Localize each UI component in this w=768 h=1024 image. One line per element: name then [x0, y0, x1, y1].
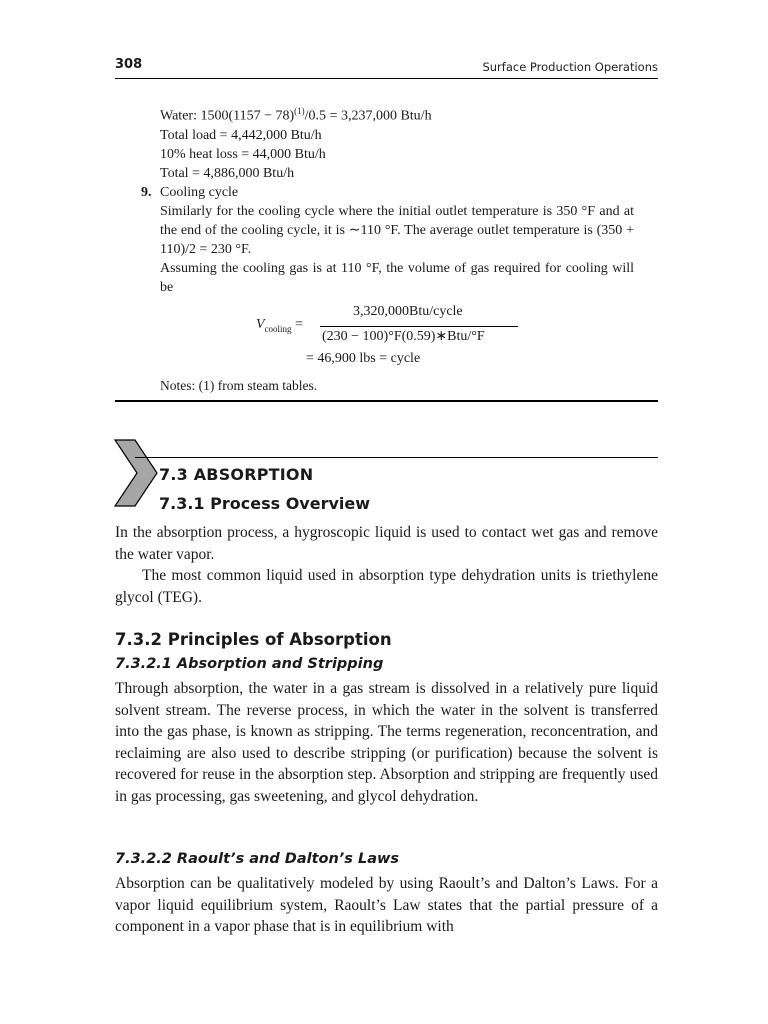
section-rule — [135, 457, 658, 458]
heat-loss-line: 10% heat loss = 44,000 Btu/h — [160, 146, 326, 162]
water-line: Water: $1500(1157 - 78)^{(1)}/0.5 = 3,237,000$ Btu/h — [160, 106, 432, 124]
raoult-dalton-body — [115, 873, 658, 938]
subsection-heading-7-3-2: 7.3.2 Principles of Absorption — [115, 630, 392, 649]
total-load-line: Total load = 4,442,000 Btu/h — [160, 127, 322, 143]
step-number: 9. — [141, 184, 152, 200]
absorption-stripping-paragraph: Through absorption, the water in a gas stream is dissolved in a relatively pure liquid solvent stream. The reverse process, in which the water in the solvent is transferred into the gas phase, is known as stripping. The terms regeneration, reconcentration, and reclaiming are also used to describe stripping (or purification) because the solvent is recovered for reuse in the absorption step. Absorption and stripping are frequently used in gas processing, gas sweetening, and glycol dehydration. — [115, 680, 658, 805]
cooling-paragraph-1: Similarly for the cooling cycle where the initial outlet temperature is 350 °F and at the end of the cooling cycle, it is ∼110 °F. The average outlet temperature is (350 + 110)/2 = 230 °F. — [160, 203, 634, 257]
step-title: Cooling cycle — [160, 184, 239, 200]
box-notes: Notes: (1) from steam tables. — [160, 378, 318, 393]
example-box — [141, 102, 660, 297]
step-9 — [141, 183, 660, 297]
equation-lhs: $V_{cooling}$ = — [256, 317, 303, 334]
process-overview-body — [115, 522, 658, 608]
subsection-heading-7-3-1: 7.3.1 Process Overview — [159, 494, 371, 513]
equation-denominator: (230 − 100)°F(0.59)∗Btu/°F — [322, 329, 485, 344]
section-heading-7-3: 7.3 ABSORPTION — [159, 465, 314, 484]
header-rule — [115, 78, 658, 79]
total-line: Total = 4,886,000 Btu/h — [160, 165, 295, 181]
equation-numerator: 3,320,000Btu/cycle — [353, 304, 463, 319]
absorption-stripping-body — [115, 678, 658, 807]
chevron-icon — [113, 438, 159, 508]
overview-paragraph-1: In the absorption process, a hygroscopic liquid is used to contact wet gas and remove the water vapor. — [115, 524, 658, 563]
page-number: 308 — [115, 57, 143, 72]
cooling-paragraph-2: Assuming the cooling gas is at 110 °F, the volume of gas required for cooling will be — [160, 260, 634, 295]
equation-result: = 46,900 lbs = cycle — [306, 351, 421, 366]
raoult-dalton-paragraph: Absorption can be qualitatively modeled by using Raoult’s and Dalton’s Laws. For a vapor liquid equilibrium system, Raoult’s Law states that the partial pressure of a component in a vapor phase that is in equilibrium with — [115, 875, 658, 935]
overview-paragraph-2: The most common liquid used in absorption type dehydration units is triethylene glycol (TEG). — [115, 567, 658, 606]
fraction-bar — [320, 326, 518, 327]
box-bottom-rule — [115, 400, 658, 402]
cooling-volume-equation — [256, 304, 536, 374]
running-title: Surface Production Operations — [482, 60, 658, 74]
subsubsection-heading-7-3-2-2: 7.3.2.2 Raoult’s and Dalton’s Laws — [115, 851, 400, 867]
subsubsection-heading-7-3-2-1: 7.3.2.1 Absorption and Stripping — [115, 656, 384, 672]
